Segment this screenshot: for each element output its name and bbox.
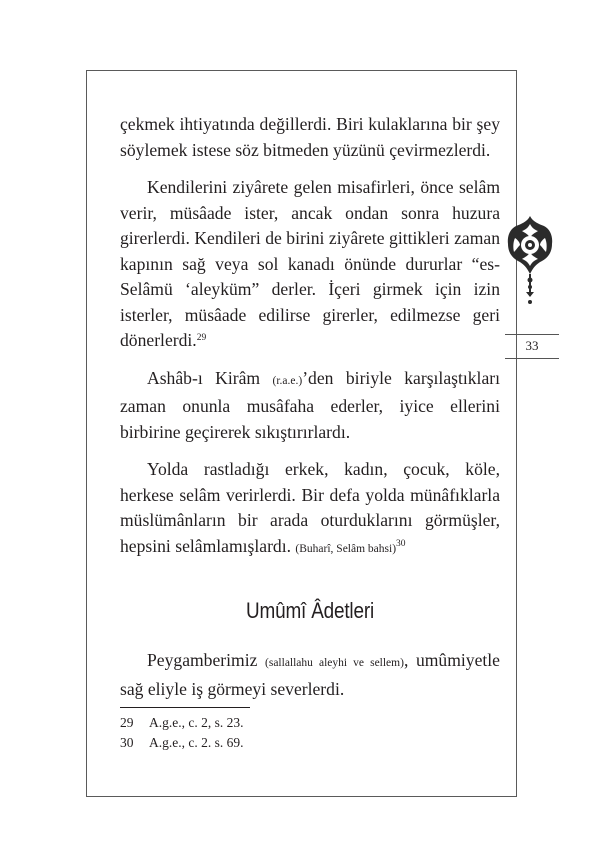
footnote-ref: 30 (396, 538, 406, 549)
paragraph: Peygamberimiz (sallallahu aleyhi ve sellem), umûmiyetle sağ eliyle iş görmeyi severlerdi. (120, 650, 500, 699)
footnote-ref: 29 (196, 333, 207, 343)
page-number-bottom-rule (505, 358, 559, 359)
footnote: 29 A.g.e., c. 2, s. 23. (120, 715, 244, 730)
ornament-icon (506, 214, 554, 308)
footnotes (120, 713, 500, 753)
paragraph: çekmek ihtiyatında değillerdi. Biri kulaklarına bir şey söylemek istese söz bitmeden yüzünü çevirmezlerdi. (120, 114, 500, 160)
body-text-continued (120, 648, 500, 702)
footnote: 30 A.g.e., c. 2. s. 69. (120, 735, 244, 750)
page-number-top-rule (505, 334, 559, 335)
page-number: 33 (525, 338, 539, 353)
paragraph: Kendilerini ziyârete gelen misafirleri, önce selâm verir, müsâade ister, ancak ondan sonra huzura girerlerdi. Kendileri de birini ziyârete gittikleri zaman kapının sağ veya sol kanadı önünde dururlar “es-Selâmü ‘aleyküm” derler. İçeri girmek için izin isterler, müsâade edilirse girerler, edilmezse geri dönerlerdi.$^{29}$ (120, 177, 500, 350)
section-heading: Umûmî Âdetleri (246, 598, 374, 623)
paragraph: Ashâb-ı Kirâm (r.a.e.)’den biriyle karşılaştıkları zaman onunla musâfaha ederler, iyice ellerini birbirine geçirerek sıkıştırırlardı. (120, 367, 500, 442)
footnote-divider (120, 707, 250, 708)
body-text (120, 112, 500, 574)
paragraph: Yolda rastladığı erkek, kadın, çocuk, köle, herkese selâm verirlerdi. Bir defa yolda münâfıklarla müslümânların bir arada oturduklarını görmüşler, hepsini selâmlamışlardı. (Buharî, Selâm bahsi)$^{30}$ (120, 459, 500, 556)
